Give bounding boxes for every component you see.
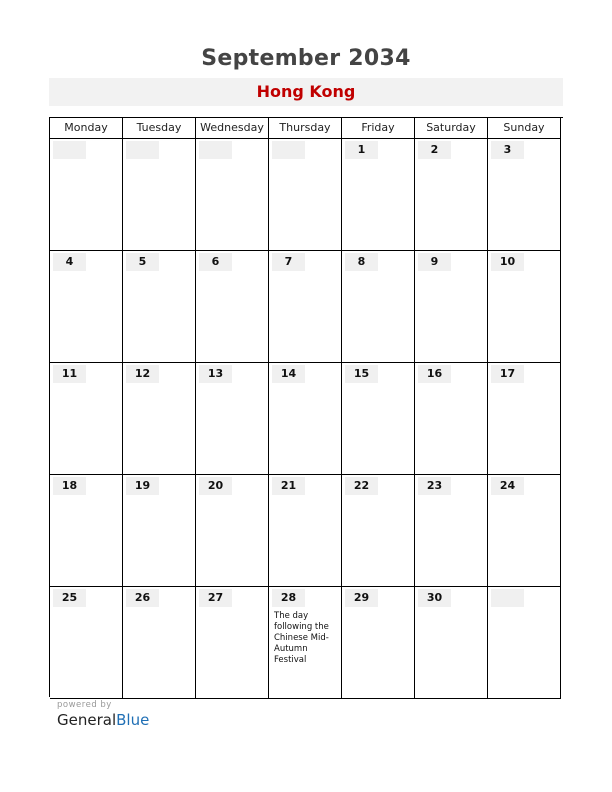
holiday-event: The day following the Chinese Mid-Autumn Festival bbox=[274, 611, 329, 665]
brand-logo[interactable] bbox=[57, 711, 149, 729]
calendar-grid bbox=[49, 117, 563, 697]
footer bbox=[57, 700, 149, 729]
day-cell[interactable] bbox=[488, 475, 561, 587]
brand-part-blue: Blue bbox=[116, 711, 150, 729]
day-number: 14 bbox=[272, 365, 305, 383]
day-cell[interactable] bbox=[196, 139, 269, 251]
page-title: September 2034 bbox=[201, 46, 411, 71]
day-number: 12 bbox=[126, 365, 159, 383]
day-cell[interactable] bbox=[196, 251, 269, 363]
day-cell[interactable] bbox=[269, 363, 342, 475]
day-cell[interactable] bbox=[269, 139, 342, 251]
calendar-week-row bbox=[50, 475, 563, 587]
day-cell[interactable] bbox=[123, 363, 196, 475]
weekday-header: Monday bbox=[50, 118, 123, 139]
day-cell[interactable] bbox=[123, 251, 196, 363]
day-number: 15 bbox=[345, 365, 378, 383]
day-cell[interactable] bbox=[50, 475, 123, 587]
day-cell[interactable] bbox=[123, 475, 196, 587]
day-number: 26 bbox=[126, 589, 159, 607]
day-cell[interactable] bbox=[50, 363, 123, 475]
day-number: 17 bbox=[491, 365, 524, 383]
day-cell[interactable] bbox=[415, 251, 488, 363]
day-number: 5 bbox=[126, 253, 159, 271]
brand-part-general: General bbox=[57, 711, 117, 729]
weekday-header: Friday bbox=[342, 118, 415, 139]
day-number: 18 bbox=[53, 477, 86, 495]
day-number: 30 bbox=[418, 589, 451, 607]
day-cell[interactable] bbox=[196, 475, 269, 587]
weekday-header: Saturday bbox=[415, 118, 488, 139]
day-cell[interactable] bbox=[488, 251, 561, 363]
day-number: 10 bbox=[491, 253, 524, 271]
day-number: 11 bbox=[53, 365, 86, 383]
calendar-week-row bbox=[50, 139, 563, 251]
day-cell[interactable] bbox=[415, 139, 488, 251]
day-number: 27 bbox=[199, 589, 232, 607]
weekday-header-row bbox=[50, 118, 563, 139]
day-cell[interactable] bbox=[488, 139, 561, 251]
day-number: 9 bbox=[418, 253, 451, 271]
day-number: 22 bbox=[345, 477, 378, 495]
day-number: 16 bbox=[418, 365, 451, 383]
day-cell[interactable] bbox=[342, 587, 415, 699]
day-number: 23 bbox=[418, 477, 451, 495]
day-number: 28 bbox=[272, 589, 305, 607]
day-cell[interactable] bbox=[415, 587, 488, 699]
region-banner bbox=[49, 78, 563, 106]
day-cell[interactable] bbox=[269, 587, 342, 699]
day-cell[interactable] bbox=[415, 475, 488, 587]
day-cell[interactable] bbox=[50, 251, 123, 363]
calendar-week-row bbox=[50, 587, 563, 699]
day-cell[interactable] bbox=[488, 363, 561, 475]
day-number: 1 bbox=[345, 141, 378, 159]
day-cell[interactable] bbox=[342, 475, 415, 587]
day-number: 20 bbox=[199, 477, 232, 495]
day-cell[interactable] bbox=[196, 587, 269, 699]
powered-by-label: powered by bbox=[57, 700, 112, 710]
day-number bbox=[199, 141, 232, 159]
day-number bbox=[491, 589, 524, 607]
day-number: 8 bbox=[345, 253, 378, 271]
day-number: 29 bbox=[345, 589, 378, 607]
day-cell[interactable] bbox=[123, 139, 196, 251]
day-cell[interactable] bbox=[269, 251, 342, 363]
day-cell[interactable] bbox=[196, 363, 269, 475]
day-number bbox=[53, 141, 86, 159]
day-number: 19 bbox=[126, 477, 159, 495]
calendar-weeks bbox=[50, 139, 563, 699]
weekday-header: Thursday bbox=[269, 118, 342, 139]
calendar-week-row bbox=[50, 363, 563, 475]
day-number: 21 bbox=[272, 477, 305, 495]
day-number: 24 bbox=[491, 477, 524, 495]
region-label: Hong Kong bbox=[256, 82, 356, 101]
day-cell[interactable] bbox=[50, 587, 123, 699]
day-cell[interactable] bbox=[123, 587, 196, 699]
day-cell[interactable] bbox=[342, 363, 415, 475]
day-number: 25 bbox=[53, 589, 86, 607]
day-number: 3 bbox=[491, 141, 524, 159]
day-cell[interactable] bbox=[50, 139, 123, 251]
day-cell[interactable] bbox=[415, 363, 488, 475]
day-cell[interactable] bbox=[342, 139, 415, 251]
day-cell[interactable] bbox=[342, 251, 415, 363]
day-number: 4 bbox=[53, 253, 86, 271]
weekday-header: Sunday bbox=[488, 118, 561, 139]
weekday-header: Wednesday bbox=[196, 118, 269, 139]
day-cell[interactable] bbox=[269, 475, 342, 587]
day-number: 13 bbox=[199, 365, 232, 383]
day-number: 2 bbox=[418, 141, 451, 159]
day-cell[interactable] bbox=[488, 587, 561, 699]
day-number bbox=[272, 141, 305, 159]
day-number: 6 bbox=[199, 253, 232, 271]
weekday-header: Tuesday bbox=[123, 118, 196, 139]
calendar-week-row bbox=[50, 251, 563, 363]
day-number: 7 bbox=[272, 253, 305, 271]
day-number bbox=[126, 141, 159, 159]
